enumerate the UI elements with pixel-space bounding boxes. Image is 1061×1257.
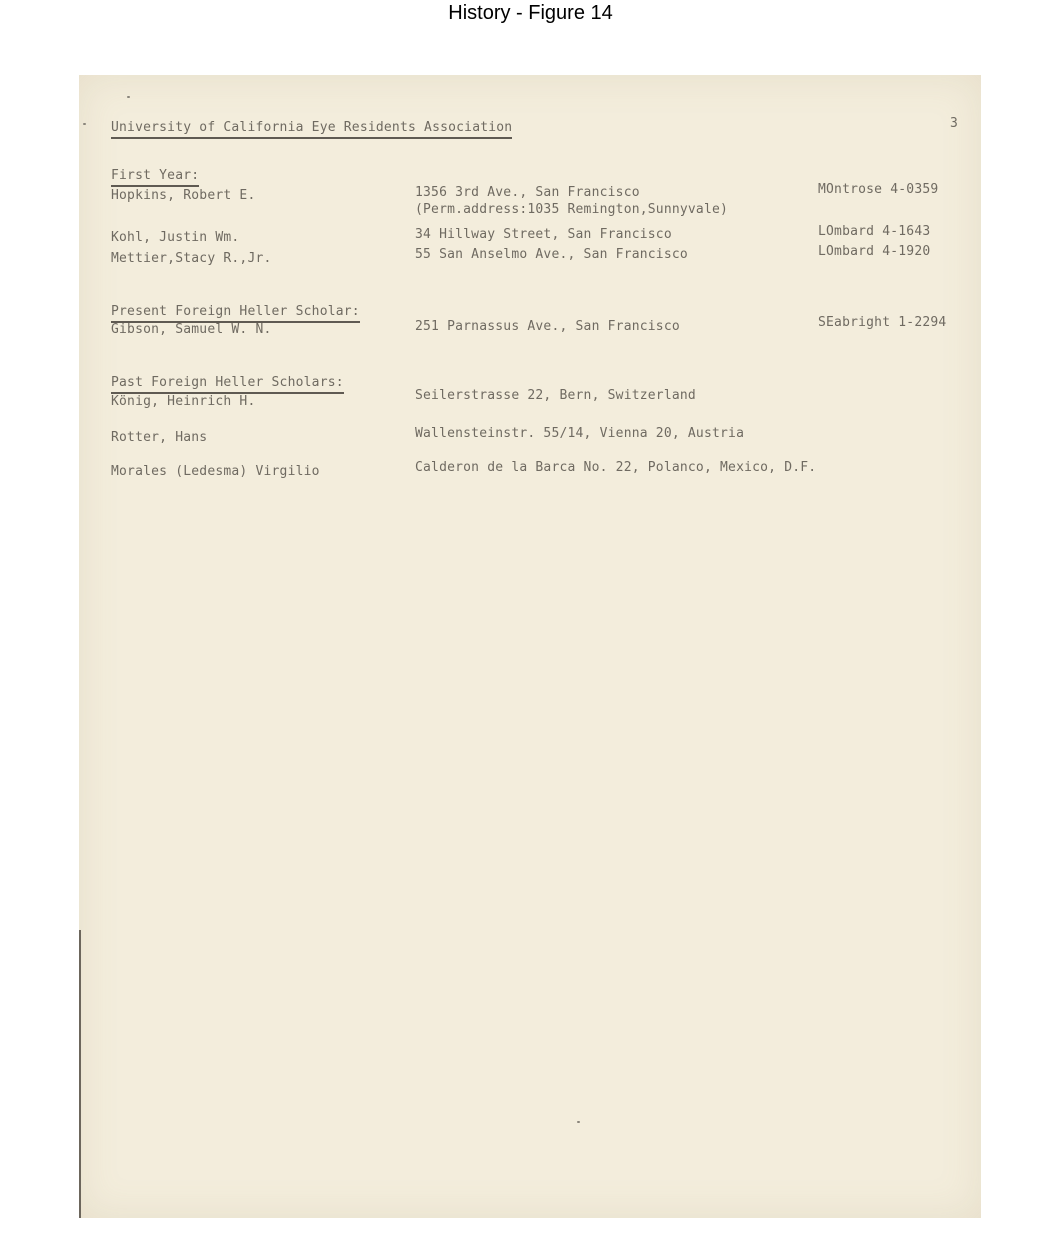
resident-phone: LOmbard 4-1643 xyxy=(818,224,931,239)
scholar-name: Morales (Ledesma) Virgilio xyxy=(111,464,320,479)
scholar-name: Rotter, Hans xyxy=(111,430,208,445)
section-heading-first-year: First Year: xyxy=(111,168,199,187)
page-number: 3 xyxy=(950,116,959,131)
scholar-name: König, Heinrich H. xyxy=(111,394,256,409)
section-heading-present-heller: Present Foreign Heller Scholar: xyxy=(111,304,360,323)
paper-mark xyxy=(577,1121,580,1123)
resident-name: Mettier,Stacy R.,Jr. xyxy=(111,251,272,266)
scholar-address: Wallensteinstr. 55/14, Vienna 20, Austria xyxy=(415,426,745,441)
document-header: University of California Eye Residents Association xyxy=(111,120,512,139)
scholar-address: Calderon de la Barca No. 22, Polanco, Mexico, D.F. xyxy=(415,460,817,475)
resident-address-extra: (Perm.address:1035 Remington,Sunnyvale) xyxy=(415,202,729,217)
scholar-name: Gibson, Samuel W. N. xyxy=(111,322,272,337)
document-page xyxy=(79,75,981,1218)
resident-name: Hopkins, Robert E. xyxy=(111,188,256,203)
resident-phone: MOntrose 4-0359 xyxy=(818,182,939,197)
paper-mark xyxy=(127,96,130,98)
resident-address: 55 San Anselmo Ave., San Francisco xyxy=(415,247,688,262)
scholar-address: 251 Parnassus Ave., San Francisco xyxy=(415,319,680,334)
figure-caption: History - Figure 14 xyxy=(448,2,613,24)
section-heading-past-heller: Past Foreign Heller Scholars: xyxy=(111,375,344,394)
resident-phone: LOmbard 4-1920 xyxy=(818,244,931,259)
scholar-phone: SEabright 1-2294 xyxy=(818,315,947,330)
paper-mark xyxy=(83,123,86,125)
scholar-address: Seilerstrasse 22, Bern, Switzerland xyxy=(415,388,696,403)
resident-name: Kohl, Justin Wm. xyxy=(111,230,240,245)
resident-address: 1356 3rd Ave., San Francisco xyxy=(415,185,640,200)
resident-address: 34 Hillway Street, San Francisco xyxy=(415,227,672,242)
